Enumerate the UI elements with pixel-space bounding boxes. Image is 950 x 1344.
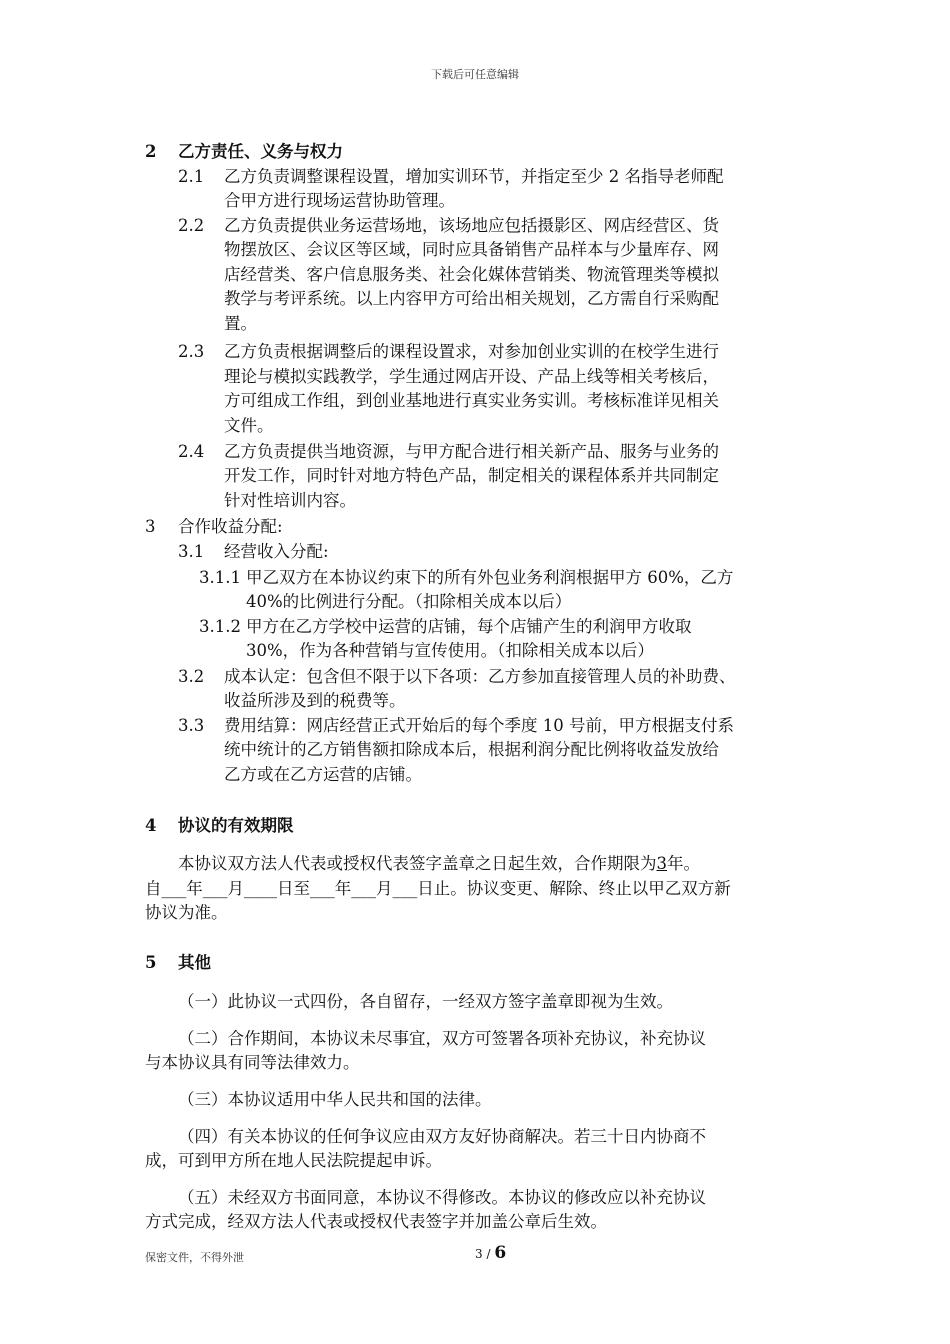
item-2-4-line: 开发工作，同时针对地方特色产品，制定相关的课程体系并共同制定 xyxy=(224,466,719,485)
item-3-3-line: 费用结算：网店经营正式开始后的每个季度 10 号前，甲方根据支付系 xyxy=(224,716,734,735)
section-4-paragraph-line xyxy=(178,852,700,876)
page-total: 6 xyxy=(494,1243,507,1263)
item-3-1-number: 3.1 xyxy=(178,542,205,561)
item-3-1-1-line: 甲乙双方在本协议约束下的所有外包业务利润根据甲方 60%，乙方 xyxy=(246,568,734,587)
footer-confidential: 保密文件，不得外泄 xyxy=(145,1251,244,1264)
item-2-2-line: 店经营类、客户信息服务类、社会化媒体营销类、物流管理类等模拟 xyxy=(224,265,719,284)
term-text-a: 本协议双方法人代表或授权代表签字盖章之日起生效，合作期限为 xyxy=(178,854,657,873)
clause-4-line: （四）有关本协议的任何争议应由双方友好协商解决。若三十日内协商不 xyxy=(178,1127,706,1146)
section-4-paragraph-line: 协议为准。 xyxy=(145,903,228,922)
term-text-b: 年。 xyxy=(667,854,700,873)
item-3-3-line: 乙方或在乙方运营的店铺。 xyxy=(224,765,422,784)
item-2-1-number: 2.1 xyxy=(178,167,205,186)
page-number xyxy=(475,1243,506,1263)
clause-5-line: （五）未经双方书面同意，本协议不得修改。本协议的修改应以补充协议 xyxy=(178,1188,706,1207)
clause-2-line: 与本协议具有同等法律效力。 xyxy=(145,1053,360,1072)
item-2-3-line: 文件。 xyxy=(224,416,274,435)
item-2-1-line: 乙方负责调整课程设置，增加实训环节，并指定至少 2 名指导老师配 xyxy=(224,167,724,186)
section-2-number: 2 xyxy=(145,142,157,161)
item-3-1-1-number: 3.1.1 xyxy=(199,568,241,587)
item-3-1-2-number: 3.1.2 xyxy=(199,617,241,636)
section-5-title: 其他 xyxy=(178,953,211,972)
header-note: 下载后可任意编辑 xyxy=(431,68,519,81)
page-current: 3 xyxy=(475,1247,483,1261)
section-4-number: 4 xyxy=(145,816,157,835)
section-2-title: 乙方责任、义务与权力 xyxy=(178,142,343,161)
term-years: 3 xyxy=(656,854,667,873)
item-3-3-line: 统中统计的乙方销售额扣除成本后，根据利润分配比例将收益发放给 xyxy=(224,740,719,759)
item-2-2-line: 物摆放区、会议区等区域，同时应具备销售产品样本与少量库存、网 xyxy=(224,240,719,259)
item-3-2-line: 收益所涉及到的税费等。 xyxy=(224,691,406,710)
item-2-2-line: 乙方负责提供业务运营场地，该场地应包括摄影区、网店经营区、货 xyxy=(224,216,719,235)
clause-4-line: 成，可到甲方所在地人民法院提起申诉。 xyxy=(145,1151,442,1170)
item-2-2-line: 教学与考评系统。以上内容甲方可给出相关规划，乙方需自行采购配 xyxy=(224,289,719,308)
item-2-3-line: 乙方负责根据调整后的课程设置求，对参加创业实训的在校学生进行 xyxy=(224,342,719,361)
item-2-3-line: 方可组成工作组，到创业基地进行真实业务实训。考核标准详见相关 xyxy=(224,391,719,410)
section-3-title: 合作收益分配: xyxy=(178,517,283,536)
section-4-paragraph-line: 自___年___月____日至___年___月___日止。协议变更、解除、终止以甲乙双方新 xyxy=(145,879,731,898)
clause-1-line: （一）此协议一式四份，各自留存，一经双方签字盖章即视为生效。 xyxy=(178,992,673,1011)
section-5-number: 5 xyxy=(145,953,157,972)
item-2-3-number: 2.3 xyxy=(178,342,205,361)
clause-5-line: 方式完成，经双方法人代表或授权代表签字并加盖公章后生效。 xyxy=(145,1212,607,1231)
item-2-4-number: 2.4 xyxy=(178,442,205,461)
item-3-1-2-line: 甲方在乙方学校中运营的店铺，每个店铺产生的利润甲方收取 xyxy=(246,617,692,636)
item-3-1-line: 经营收入分配: xyxy=(224,542,329,561)
item-3-2-number: 3.2 xyxy=(178,667,205,686)
item-2-4-line: 针对性培训内容。 xyxy=(224,491,356,510)
clause-3-line: （三）本协议适用中华人民共和国的法律。 xyxy=(178,1090,492,1109)
item-2-1-line: 合甲方进行现场运营协助管理。 xyxy=(224,191,455,210)
section-4-title: 协议的有效期限 xyxy=(178,816,294,835)
item-2-4-line: 乙方负责提供当地资源，与甲方配合进行相关新产品、服务与业务的 xyxy=(224,442,719,461)
section-3-number: 3 xyxy=(145,517,156,536)
item-3-2-line: 成本认定：包含但不限于以下各项：乙方参加直接管理人员的补助费、 xyxy=(224,667,736,686)
item-2-2-line: 置。 xyxy=(224,314,257,333)
item-3-1-2-line: 30%，作为各种营销与宣传使用。（扣除相关成本以后） xyxy=(246,641,654,660)
item-2-3-line: 理论与模拟实践教学，学生通过网店开设、产品上线等相关考核后， xyxy=(224,367,719,386)
clause-2-line: （二）合作期间，本协议未尽事宜，双方可签署各项补充协议，补充协议 xyxy=(178,1029,706,1048)
item-3-3-number: 3.3 xyxy=(178,716,205,735)
item-2-2-number: 2.2 xyxy=(178,216,205,235)
page-separator: / xyxy=(486,1247,491,1261)
item-3-1-1-line: 40%的比例进行分配。（扣除相关成本以后） xyxy=(246,592,572,611)
